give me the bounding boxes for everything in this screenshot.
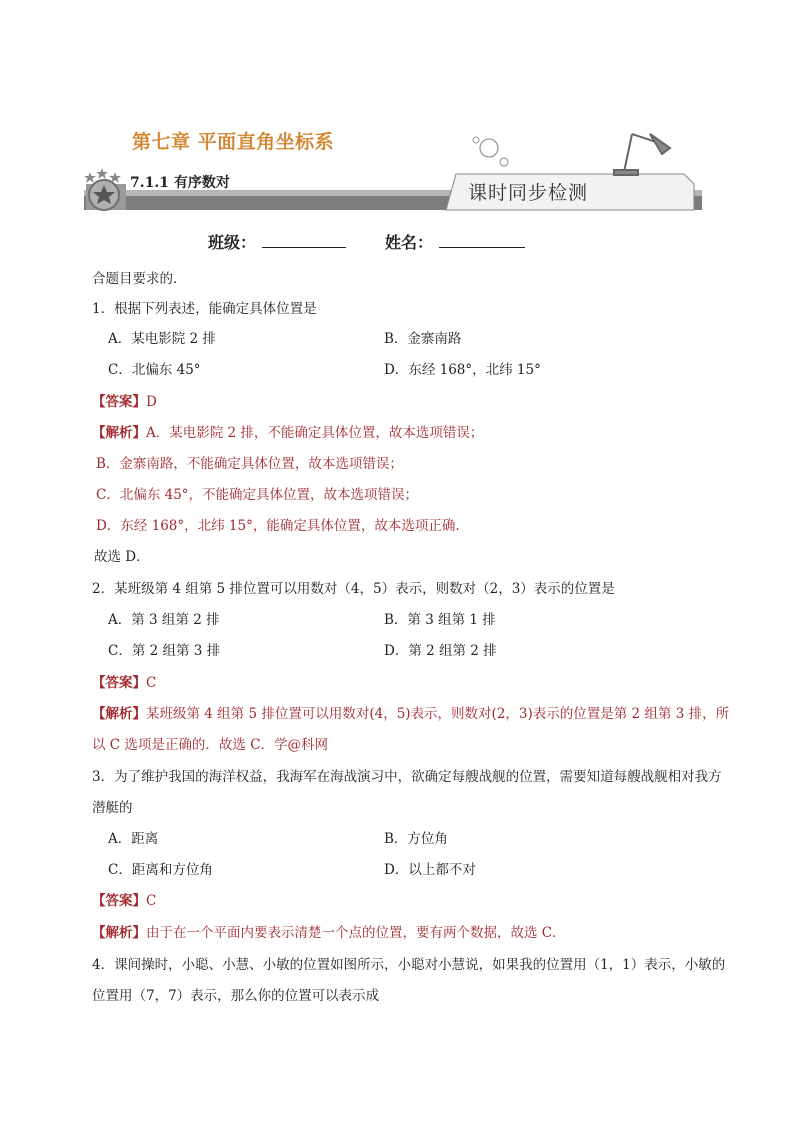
class-field	[208, 230, 346, 253]
q2-analysis-label: 【解析】	[92, 706, 146, 722]
q2-option-a: A．第 3 组第 2 排	[108, 612, 220, 628]
class-label: 班级：	[208, 233, 257, 252]
q2-stem: 2．某班级第 4 组第 5 排位置可以用数对（4，5）表示，则数对（2，3）表示的位置是	[92, 581, 615, 597]
badge-text: 课时同步检测	[468, 182, 589, 204]
q3-analysis-text: 由于在一个平面内要表示清楚一个点的位置，要有两个数据，故选 C．	[146, 925, 566, 941]
q3-answer-label: 【答案】	[92, 893, 146, 909]
q3-stem-line-1: 3．为了维护我国的海洋权益，我海军在海战演习中，欲确定每艘战舰的位置，需要知道每艘战舰相对我方	[92, 769, 722, 785]
q2-analysis-line-1	[92, 705, 729, 723]
q2-option-b: B．第 3 组第 1 排	[384, 612, 496, 628]
q3-option-c: C．距离和方位角	[108, 862, 213, 878]
q2-option-d: D．第 2 组第 2 排	[384, 643, 497, 659]
q2-answer-label: 【答案】	[92, 675, 146, 691]
q1-stem: 1．根据下列表述，能确定具体位置是	[92, 301, 317, 317]
q3-answer-value: C	[146, 893, 157, 909]
desk-lamp-icon	[614, 134, 670, 175]
q2-answer	[92, 674, 156, 692]
name-label: 姓名：	[385, 233, 434, 252]
q2-analysis-line-2: 以 C 选项是正确的．故选 C．学@科网	[92, 737, 329, 753]
chapter-title: 第七章 平面直角坐标系	[132, 131, 335, 153]
q1-analysis-label: 【解析】	[92, 425, 146, 441]
q1-option-d: D．东经 168°，北纬 15°	[384, 362, 541, 378]
name-blank[interactable]	[439, 233, 525, 248]
name-field	[385, 230, 525, 253]
star-logo-icon	[84, 168, 126, 210]
q2-answer-value: C	[146, 675, 157, 691]
q4-stem-line-1: 4．课间操时，小聪、小慧、小敏的位置如图所示，小聪对小慧说，如果我的位置用（1，1）表示，小敏的	[92, 957, 726, 973]
q1-analysis-line-3: C．北偏东 45°，不能确定具体位置，故本选项错误；	[96, 487, 419, 503]
q1-answer-label: 【答案】	[92, 394, 146, 410]
q1-analysis-line-1	[92, 424, 483, 442]
section-title: 7.1.1 有序数对	[130, 175, 230, 191]
q3-answer	[92, 892, 156, 910]
q1-option-c: C．北偏东 45°	[108, 362, 201, 378]
intro-text: 合题目要求的．	[92, 271, 187, 287]
q2-analysis-text: 某班级第 4 组第 5 排位置可以用数对(4，5)表示，则数对(2，3)表示的位置是第 2 组第 3 排，所	[146, 706, 730, 722]
q3-option-a: A．距离	[108, 831, 159, 847]
class-blank[interactable]	[262, 233, 346, 248]
q3-option-d: D．以上都不对	[384, 862, 476, 878]
q3-analysis-line-1	[92, 924, 566, 942]
q4-stem-line-2: 位置用（7，7）表示，那么你的位置可以表示成	[92, 988, 380, 1004]
q1-option-b: B．金寨南路	[384, 331, 462, 347]
q1-option-a: A．某电影院 2 排	[108, 331, 216, 347]
q1-analysis-text: A．某电影院 2 排，不能确定具体位置，故本选项错误；	[146, 425, 484, 441]
q3-analysis-label: 【解析】	[92, 925, 146, 941]
q3-option-b: B．方位角	[384, 831, 448, 847]
q2-option-c: C．第 2 组第 3 排	[108, 643, 221, 659]
q1-answer-value: D	[146, 394, 157, 410]
q1-conclusion: 故选 D．	[94, 549, 150, 565]
q1-answer	[92, 393, 157, 411]
q1-analysis-line-4: D．东经 168°，北纬 15°，能确定具体位置，故本选项正确.	[96, 518, 460, 534]
q1-analysis-line-2: B．金寨南路，不能确定具体位置，故本选项错误；	[96, 456, 403, 472]
q3-stem-line-2: 潜艇的	[92, 800, 133, 816]
